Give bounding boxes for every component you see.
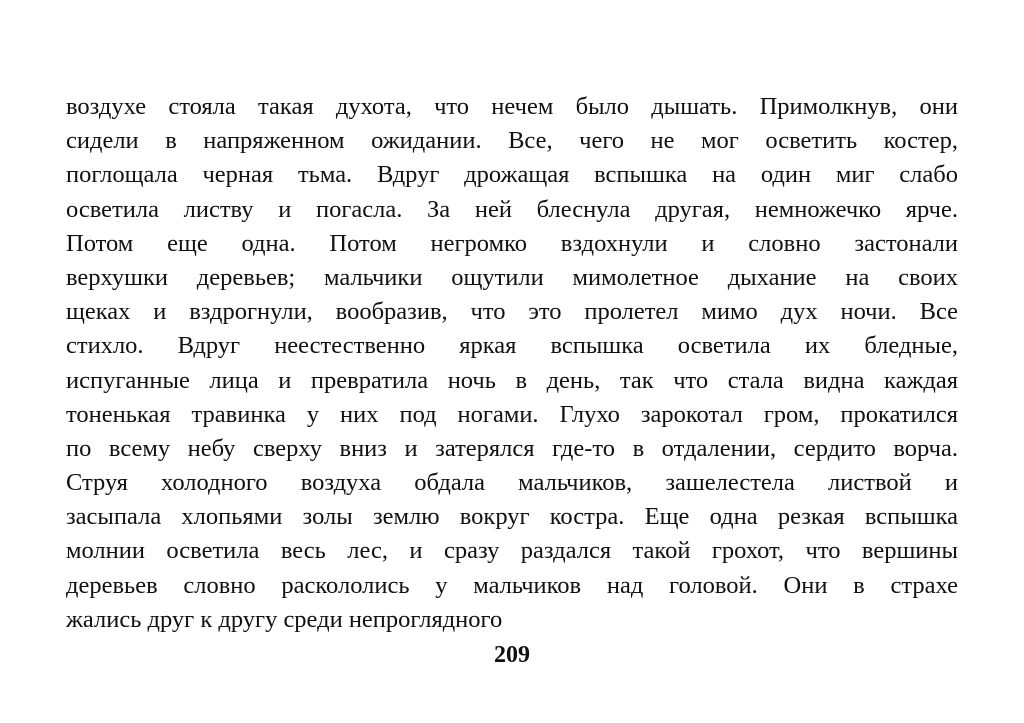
- text-line: засыпала хлопьями золы землю вокруг костра. Еще одна резкая вспышка: [66, 503, 958, 531]
- text-line-last: жались друг к другу среди непроглядного: [66, 605, 503, 633]
- text-line: испуганные лица и превратила ночь в день, так что стала видна каждая: [66, 366, 958, 394]
- page-number: 209: [494, 642, 530, 668]
- text-line: по всему небу сверху вниз и затерялся где-то в отдалении, сердито ворча.: [66, 434, 958, 462]
- text-line: Потом еще одна. Потом негромко вздохнули и словно застонали: [66, 229, 958, 257]
- text-line: Струя холодного воздуха обдала мальчиков, зашелестела листвой и: [66, 469, 958, 497]
- body-text: [66, 90, 958, 637]
- text-line: щеках и вздрогнули, вообразив, что это пролетел мимо дух ночи. Все: [66, 298, 958, 326]
- text-line: молнии осветила весь лес, и сразу раздался такой грохот, что вершины: [66, 537, 958, 565]
- text-line: деревьев словно раскололись у мальчиков над головой. Они в страхе: [66, 571, 958, 599]
- text-line: стихло. Вдруг неестественно яркая вспышка осветила их бледные,: [66, 332, 958, 360]
- text-line: тоненькая травинка у них под ногами. Глухо зарокотал гром, прокатился: [66, 400, 958, 428]
- text-line: воздухе стояла такая духота, что нечем было дышать. Примолкнув, они: [66, 93, 958, 120]
- text-line: верхушки деревьев; мальчики ощутили мимолетное дыхание на своих: [66, 263, 958, 291]
- text-line: сидели в напряженном ожидании. Все, чего не мог осветить костер,: [66, 127, 958, 155]
- text-line: осветила листву и погасла. За ней блеснула другая, немножечко ярче.: [66, 195, 958, 223]
- text-line: поглощала черная тьма. Вдруг дрожащая вспышка на один миг слабо: [66, 161, 958, 189]
